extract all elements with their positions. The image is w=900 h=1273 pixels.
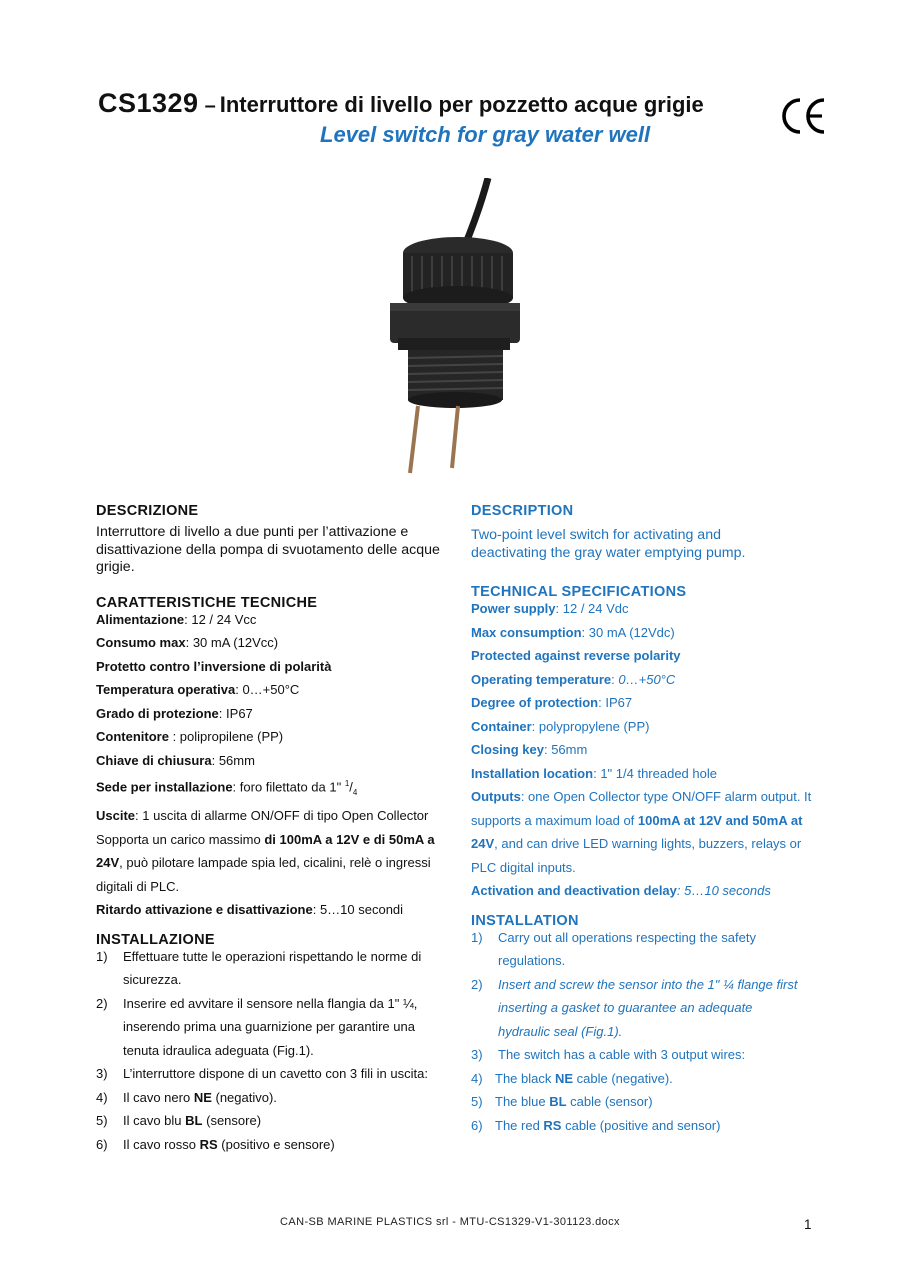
specs-heading-it: CARATTERISTICHE TECNICHE [96, 594, 318, 611]
wire-item-it: 6) Il cavo rosso RS (positivo e sensore) [96, 1136, 335, 1152]
english-column [471, 503, 831, 1137]
install-step-it: 2) Inserire ed avvitare il sensore nella flangia da 1" ¼, inserendo prima una guarnizione per garantire una tenuta idraulica adeguata (Fig.1). [96, 995, 418, 1058]
spec-row-it: Contenitore : polipropilene (PP) [96, 729, 284, 744]
spec-row-en: Closing key: 56mm [471, 742, 588, 757]
title-dash: – [204, 95, 216, 117]
ce-mark-icon [780, 96, 828, 136]
spec-row-en: Degree of protection: IP67 [471, 695, 633, 710]
install-step-en: 1) Carry out all operations respecting the safety regulations. [471, 929, 756, 968]
description-text-en: Two-point level switch for activating and deactivating the gray water emptying pump. [471, 527, 746, 561]
description-text-it: Interruttore di livello a due punti per l’attivazione e disattivazione della pompa di svuotamento delle acque grigie. [96, 524, 440, 575]
spec-row-it: Protetto contro l’inversione di polarità [96, 658, 332, 674]
spec-row-delay-it: Ritardo attivazione e disattivazione: 5…10 secondi [96, 902, 404, 918]
title-italian [98, 88, 704, 119]
spec-row-en: Protected against reverse polarity [471, 648, 681, 663]
spec-row-it: Consumo max: 30 mA (12Vcc) [96, 635, 279, 650]
specs-heading-en: TECHNICAL SPECIFICATIONS [471, 584, 687, 600]
wire-item-it: 4) Il cavo nero NE (negativo). [96, 1089, 277, 1105]
wire-item-en: 4) The black NE cable (negative). [471, 1070, 673, 1086]
install-step-en: 3) The switch has a cable with 3 output wires: [471, 1047, 746, 1062]
spec-row-it: Grado di protezione: IP67 [96, 705, 253, 721]
spec-row-en: Max consumption: 30 mA (12Vdc) [471, 624, 675, 640]
wire-item-it: 5) Il cavo blu BL (sensore) [96, 1113, 262, 1129]
install-step-it: 3) L’interruttore dispone di un cavetto con 3 fili in uscita: [96, 1066, 428, 1082]
spec-row-en: Operating temperature: 0…+50°C [471, 671, 676, 687]
wire-item-en: 6) The red RS cable (positive and sensor) [471, 1117, 721, 1133]
spec-row-en: Container: polypropylene (PP) [471, 718, 650, 734]
spec-row-outputs-en: Outputs: one Open Collector type ON/OFF alarm output. It supports a maximum load of 100mA at 12V and 50mA at 24V, and can drive LED warning lights, buzzers, relays or PLC digital inputs. [471, 789, 812, 875]
install-heading-en: INSTALLATION [471, 912, 579, 929]
spec-row-install-location-it: Sede per installazione: foro filettato da 1" $^1/_4$ [96, 779, 358, 797]
description-heading-en: DESCRIPTION [471, 503, 574, 519]
install-step-en: 2) Insert and screw the sensor into the 1" ¼ flange first inserting a gasket to guarantee an adequate hydraulic seal (Fig.1). [471, 976, 798, 1039]
spec-row-it: Chiave di chiusura: 56mm [96, 752, 255, 768]
spec-row-it: Temperatura operativa: 0…+50°C [96, 682, 300, 697]
level-switch-photo [370, 178, 530, 478]
spec-row-it: Alimentazione: 12 / 24 Vcc [96, 611, 257, 627]
italian-column [96, 503, 456, 1156]
wire-item-en: 5) The blue BL cable (sensor) [471, 1094, 653, 1109]
product-code: CS1329 [98, 88, 199, 118]
description-heading-it: DESCRIZIONE [96, 503, 199, 519]
install-heading-it: INSTALLAZIONE [96, 931, 215, 948]
footer-text: CAN-SB MARINE PLASTICS srl - MTU-CS1329-V1-301123.docx [280, 1216, 620, 1228]
page-number: 1 [804, 1217, 812, 1232]
spec-row-outputs-it: Uscite: 1 uscita di allarme ON/OFF di tipo Open Collector Sopporta un carico massimo di 100mA a 12V e di 50mA a 24V, può pilotare lampade spia led, cicalini, relè o ingressi digitali di PLC. [96, 808, 435, 894]
title-it-text: Interruttore di livello per pozzetto acque grigie [219, 92, 704, 117]
spec-row-en: Power supply: 12 / 24 Vdc [471, 601, 629, 616]
spec-row-en: Installation location: 1" 1/4 threaded hole [471, 765, 717, 781]
install-step-it: 1) Effettuare tutte le operazioni rispettando le norme di sicurezza. [96, 948, 422, 988]
spec-row-delay-en: Activation and deactivation delay: 5…10 seconds [471, 883, 771, 898]
title-english: Level switch for gray water well [320, 122, 651, 147]
